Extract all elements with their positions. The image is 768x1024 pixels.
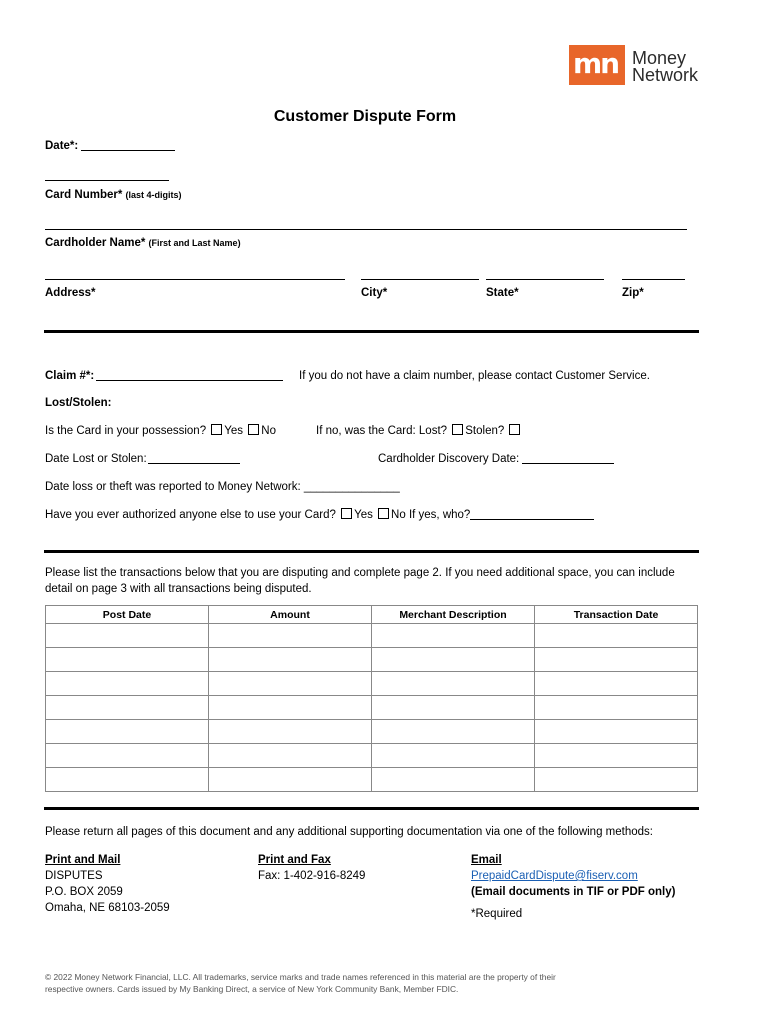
possession-question: Is the Card in your possession? Yes No xyxy=(45,425,276,437)
card-number-label: Card Number* (last 4-digits) xyxy=(45,189,182,201)
possession-no-checkbox[interactable] xyxy=(248,424,259,435)
table-row xyxy=(46,768,698,792)
email-link[interactable]: PrepaidCardDispute@fiserv.com xyxy=(471,870,638,882)
money-network-logo-mark: mn xyxy=(569,45,625,85)
zip-field[interactable] xyxy=(622,279,685,280)
reported-date-line: Date loss or theft was reported to Money Network: _______________ xyxy=(45,481,400,493)
possession-yes-checkbox[interactable] xyxy=(211,424,222,435)
column-amount: Amount xyxy=(209,606,372,624)
logo-line-1: Money xyxy=(632,48,687,68)
footer-line-2: respective owners. Cards issued by My Banking Direct, a service of New York Community Bank, Member FDIC. xyxy=(45,984,459,994)
mail-heading: Print and Mail xyxy=(45,854,121,866)
column-merchant-description: Merchant Description xyxy=(372,606,535,624)
state-field[interactable] xyxy=(486,279,604,280)
mail-line-2: P.O. BOX 2059 xyxy=(45,886,123,898)
authorized-yes-checkbox[interactable] xyxy=(341,508,352,519)
discovery-date-field[interactable] xyxy=(522,463,614,464)
transactions-table xyxy=(45,605,698,792)
email-note: (Email documents in TIF or PDF only) xyxy=(471,886,676,898)
email-section xyxy=(471,852,675,922)
fax-number: Fax: 1-402-916-8249 xyxy=(258,870,366,882)
fax-heading: Print and Fax xyxy=(258,854,331,866)
card-number-field[interactable] xyxy=(45,180,169,181)
claim-label: Claim #*: xyxy=(45,370,95,382)
address-label: Address* xyxy=(45,287,96,299)
money-network-logo-text xyxy=(632,50,698,84)
mail-line-1: DISPUTES xyxy=(45,870,103,882)
form-title: Customer Dispute Form xyxy=(273,108,457,125)
table-row xyxy=(46,672,698,696)
state-label: State* xyxy=(486,287,519,299)
claim-note: If you do not have a claim number, please contact Customer Service. xyxy=(299,370,650,382)
address-field[interactable] xyxy=(45,279,345,280)
authorized-no-checkbox[interactable] xyxy=(378,508,389,519)
return-intro: Please return all pages of this document and any additional supporting documentation via one of the following methods: xyxy=(45,826,653,838)
cardholder-name-label: Cardholder Name* (First and Last Name) xyxy=(45,237,241,249)
fax-section xyxy=(258,852,365,884)
stolen-checkbox[interactable] xyxy=(509,424,520,435)
table-row xyxy=(46,696,698,720)
table-row xyxy=(46,648,698,672)
authorized-question: Have you ever authorized anyone else to use your Card? Yes No If yes, who? xyxy=(45,509,471,521)
mail-line-3: Omaha, NE 68103-2059 xyxy=(45,902,170,914)
lost-or-stolen-question: If no, was the Card: Lost? Stolen? xyxy=(316,424,522,438)
date-lost-label: Date Lost or Stolen: xyxy=(45,453,147,465)
footer-line-1: © 2022 Money Network Financial, LLC. All trademarks, service marks and trade names referenced in this material are the property of their xyxy=(45,972,556,982)
lost-stolen-heading: Lost/Stolen: xyxy=(45,397,112,409)
date-label: Date*: xyxy=(45,140,79,152)
claim-number-field[interactable] xyxy=(96,380,283,381)
date-lost-field[interactable] xyxy=(148,463,240,464)
logo-line-2: Network xyxy=(632,65,699,85)
date-field[interactable] xyxy=(81,150,175,151)
lost-checkbox[interactable] xyxy=(452,424,463,435)
email-heading: Email xyxy=(471,854,502,866)
section-divider xyxy=(44,330,699,333)
required-note: *Required xyxy=(471,908,523,920)
city-field[interactable] xyxy=(361,279,479,280)
mail-section xyxy=(45,852,170,916)
column-post-date: Post Date xyxy=(46,606,209,624)
section-divider xyxy=(44,550,699,553)
table-row xyxy=(46,744,698,768)
footer-legal xyxy=(45,971,556,995)
zip-label: Zip* xyxy=(622,287,644,299)
table-row xyxy=(46,624,698,648)
section-divider xyxy=(44,807,699,810)
table-row xyxy=(46,720,698,744)
authorized-who-field[interactable] xyxy=(470,519,594,520)
city-label: City* xyxy=(361,287,388,299)
transactions-intro: Please list the transactions below that you are disputing and complete page 2. If you need additional space, you can include detail on page 3 with all transactions being disputed. xyxy=(45,567,675,595)
discovery-date-label: Cardholder Discovery Date: xyxy=(378,453,520,465)
column-transaction-date: Transaction Date xyxy=(535,606,698,624)
cardholder-name-field[interactable] xyxy=(45,229,687,230)
